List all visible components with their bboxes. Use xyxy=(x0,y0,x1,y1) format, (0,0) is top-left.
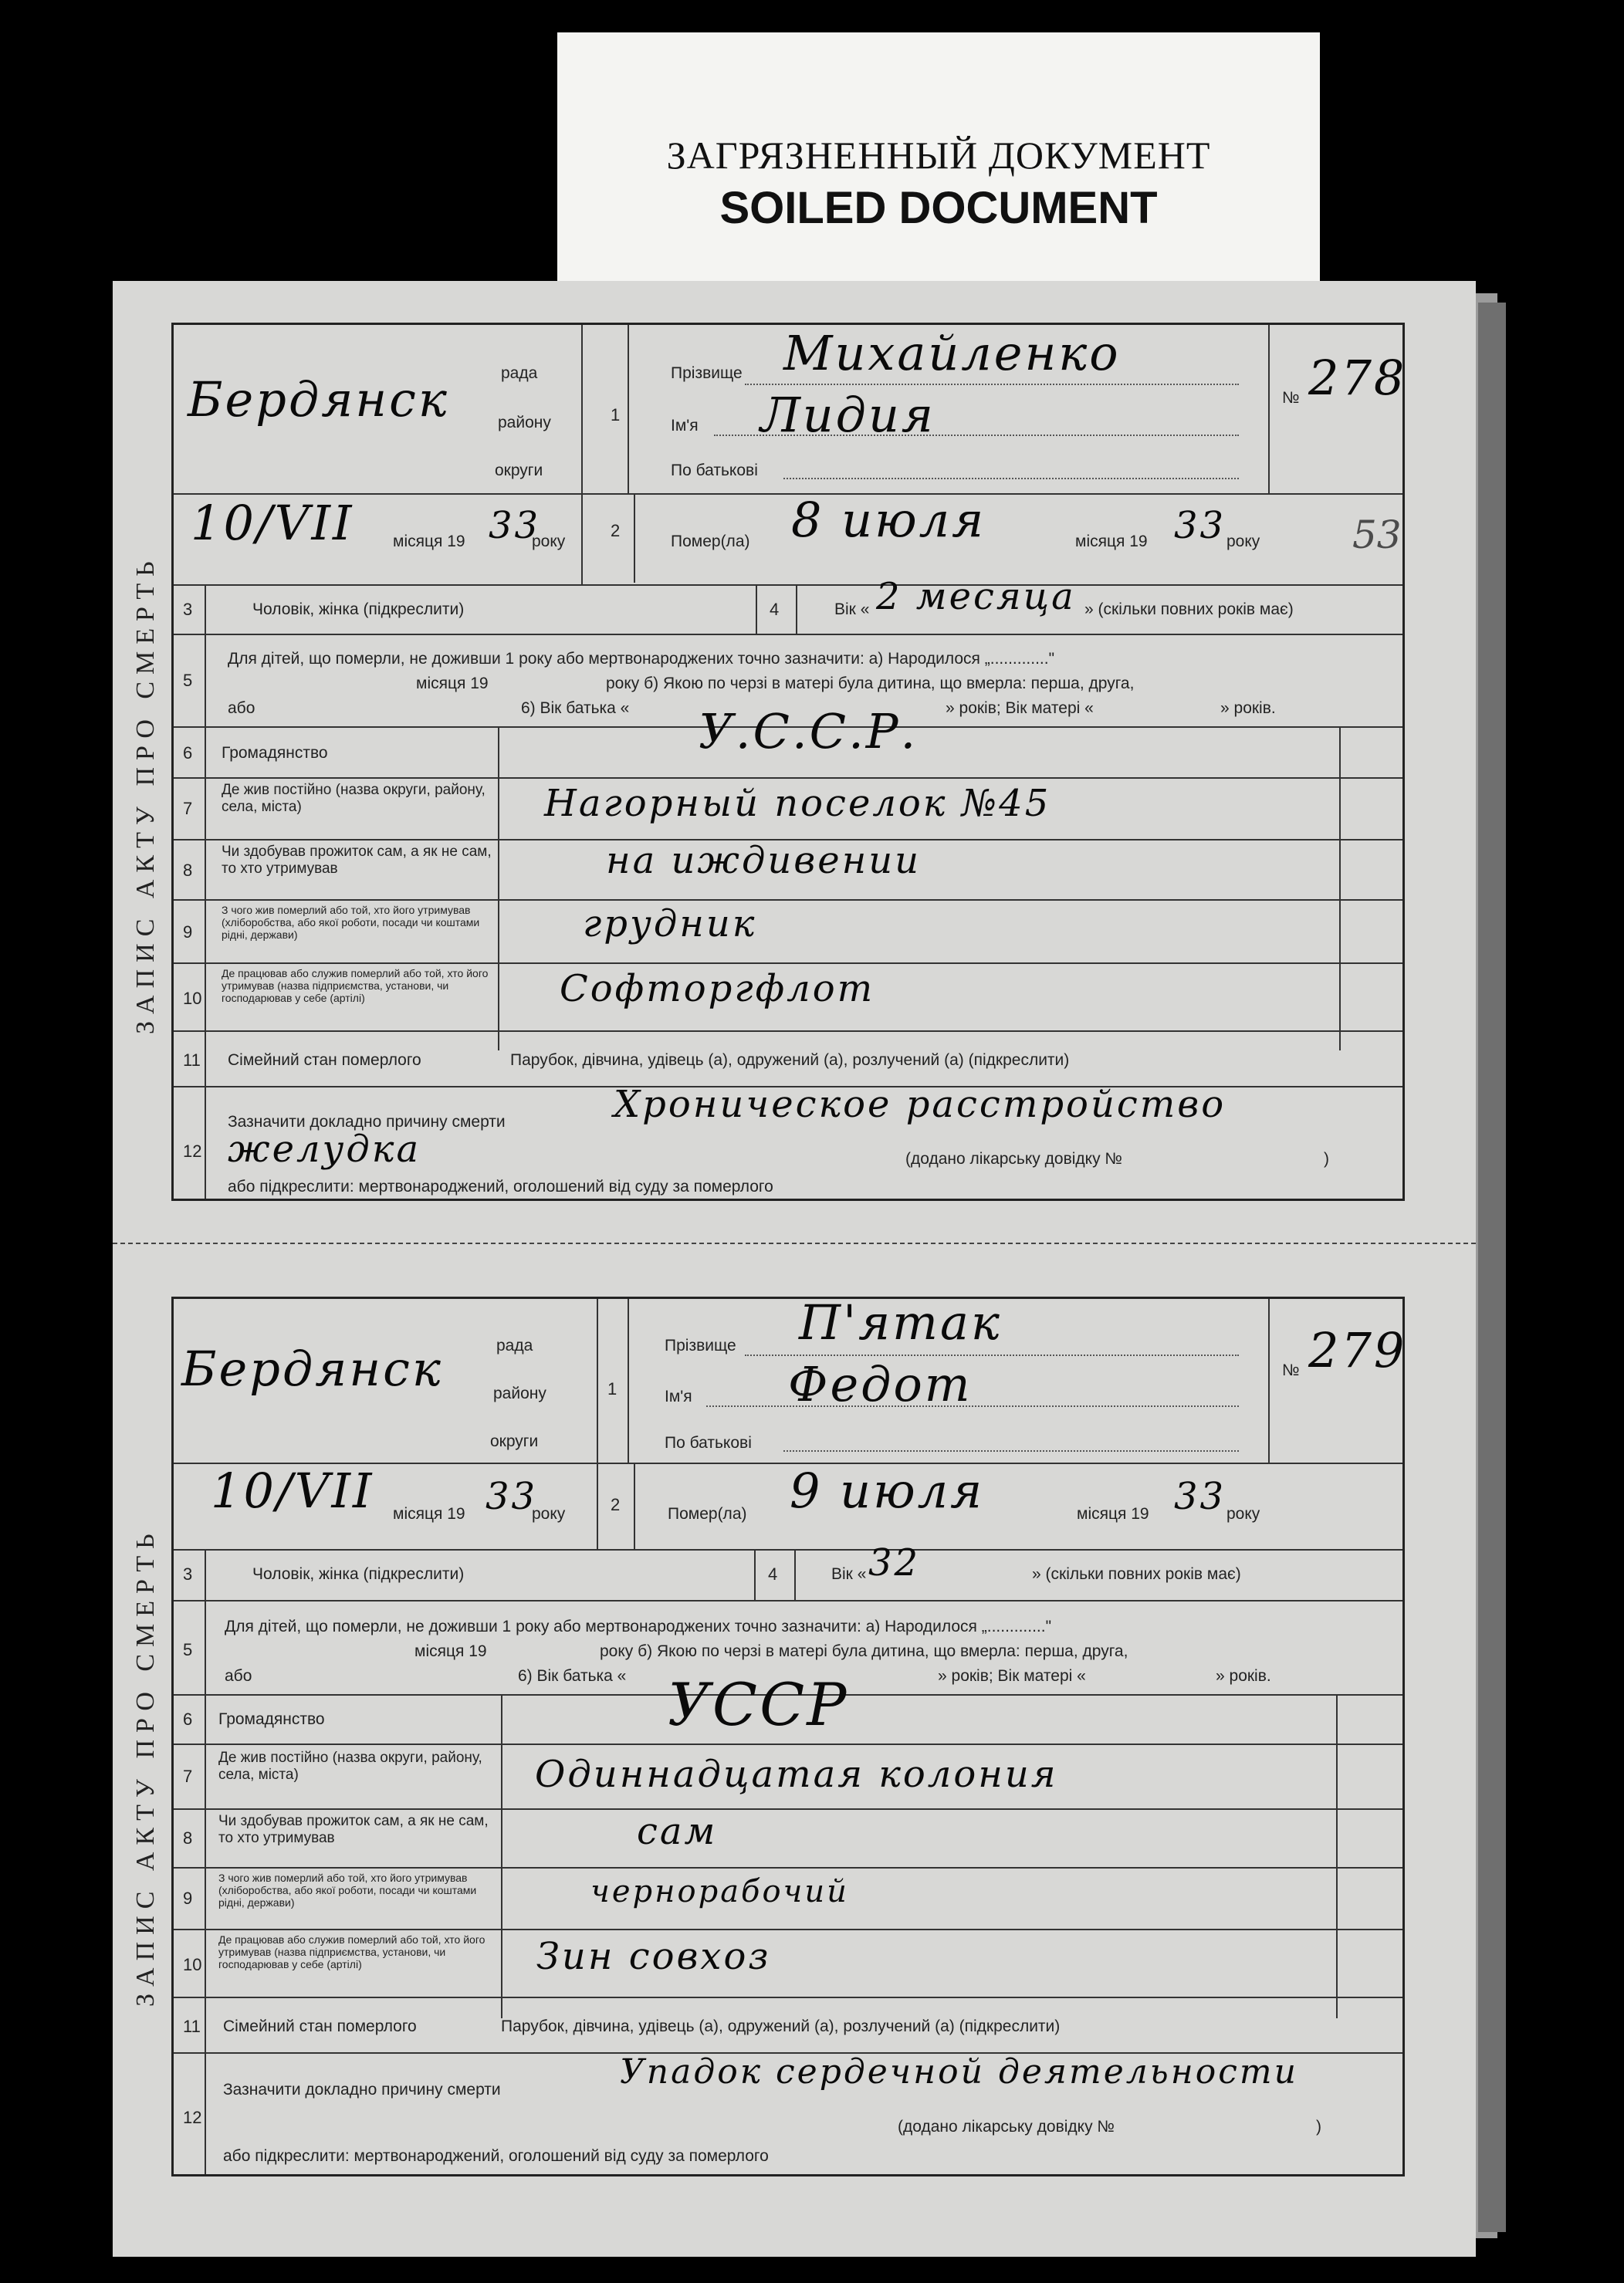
row-number-5: 5 xyxy=(183,1640,193,1659)
divider xyxy=(634,1463,635,1549)
divider xyxy=(1268,325,1270,493)
row-line xyxy=(174,1997,1402,1998)
fill-line xyxy=(783,1450,1239,1452)
row-number-1: 1 xyxy=(607,1379,617,1399)
fill-line xyxy=(706,1405,1239,1407)
divider xyxy=(597,1463,598,1549)
row-number-11: 11 xyxy=(183,2017,201,2036)
soiled-document-stamp xyxy=(557,32,1320,287)
label-abo: або підкреслити: мертвонароджений, оголошений від суду за померлого xyxy=(228,1178,773,1196)
children-line-3a: або xyxy=(225,1667,252,1685)
row-number-12: 12 xyxy=(183,2108,202,2127)
label-raionu: району xyxy=(493,1385,546,1402)
label-chy-zdobuvav: Чи здобував прожиток сам, а як не сам, то хто утримував xyxy=(218,1813,489,1846)
label-abo: або підкреслити: мертвонароджений, оголошений від суду за померлого xyxy=(223,2147,769,2165)
children-line-1: Для дітей, що померли, не доживши 1 року або мертвонароджених точно зазначити: а) Народилося „............." xyxy=(228,650,1055,668)
label-dodano: (додано лікарську довідку № xyxy=(905,1150,1122,1168)
rada-value: Бердянск xyxy=(188,371,449,428)
row-line xyxy=(174,1744,1402,1745)
label-simeinyi: Сімейний стан померлого xyxy=(223,2017,417,2035)
label-prizvyshche: Прізвище xyxy=(671,364,743,382)
paren-close: ) xyxy=(1316,2118,1321,2136)
cause-value: Упадок сердечной деятельности xyxy=(620,2052,1298,2092)
reg-year: 33 xyxy=(489,504,541,547)
label-roku: року xyxy=(532,533,566,550)
divider xyxy=(498,726,499,1050)
row-number-2: 2 xyxy=(611,521,621,540)
label-okrugy: округи xyxy=(490,1432,539,1450)
residence-value: Одиннадцатая колония xyxy=(535,1753,1058,1796)
side-title-top: ЗАПИС АКТУ ПРО СМЕРТЬ xyxy=(131,554,160,1034)
row-number-8: 8 xyxy=(183,861,193,880)
label-z-choho: З чого жив померлий або той, хто його утримував (хліборобства, або якої роботи, посади чи коштами рідні, держави) xyxy=(218,1872,477,1909)
row-line xyxy=(174,1808,1402,1810)
fill-line xyxy=(745,384,1239,385)
label-pomer: Помер(ла) xyxy=(668,1505,747,1523)
children-line-3c: » років; Вік матері « xyxy=(946,699,1094,717)
divider xyxy=(581,325,583,584)
death-record-2 xyxy=(171,1294,1407,2176)
label-pomer: Помер(ла) xyxy=(671,533,750,550)
label-rada: рада xyxy=(501,364,538,382)
label-z-choho: З чого жив померлий або той, хто його утримував (хліборобства, або якої роботи, посади чи коштами рідні, держави) xyxy=(222,904,480,942)
fill-line xyxy=(783,478,1239,479)
label-imia: Ім'я xyxy=(671,417,699,435)
workplace-value: Зин совхоз xyxy=(536,1935,771,1978)
row-number-3: 3 xyxy=(183,600,193,619)
reg-day-month: 10/VII xyxy=(211,1463,374,1519)
age-value: 2 месяца xyxy=(876,575,1076,618)
workplace-value: Софторгфлот xyxy=(560,967,875,1010)
reg-day-month: 10/VII xyxy=(191,495,354,551)
reg-year: 33 xyxy=(486,1475,538,1518)
label-vik-suffix: » (скільки повних років має) xyxy=(1032,1565,1241,1583)
name-value: Федот xyxy=(788,1356,973,1412)
residence-value: Нагорный поселок №45 xyxy=(544,782,1051,825)
citizenship-value: УССР xyxy=(668,1670,849,1739)
label-po-batkovi: По батькові xyxy=(665,1434,752,1452)
children-line-3c: » років; Вік матері « xyxy=(938,1667,1086,1685)
row-number-1: 1 xyxy=(611,405,621,424)
divider xyxy=(628,1299,629,1463)
record-number: 279 xyxy=(1308,1322,1407,1378)
row-number-10: 10 xyxy=(183,1955,202,1974)
citizenship-value: У.С.С.Р. xyxy=(699,703,919,759)
label-po-batkovi: По батькові xyxy=(671,462,758,479)
row-number-4: 4 xyxy=(770,600,780,619)
label-de-zhyv: Де жив постійно (назва округи, району, села, міста) xyxy=(218,1750,482,1783)
fill-line xyxy=(745,1355,1239,1356)
row-number-5: 5 xyxy=(183,671,193,690)
cause-value-2: желудка xyxy=(228,1128,421,1171)
paren-close: ) xyxy=(1324,1150,1329,1168)
children-line-3b: 6) Вік батька « xyxy=(521,699,630,717)
label-roku-2: року xyxy=(1226,1505,1260,1523)
row-line xyxy=(174,899,1402,901)
children-line-3b: 6) Вік батька « xyxy=(518,1667,627,1685)
fill-line xyxy=(714,435,1239,436)
divider xyxy=(501,1694,502,2018)
surname-value: Михайленко xyxy=(783,325,1121,381)
children-line-3d: » років. xyxy=(1220,699,1276,717)
margin-note: 53 xyxy=(1352,512,1402,557)
livelihood-value: на иждивении xyxy=(606,839,922,882)
row-line xyxy=(174,584,1402,586)
label-prychyna: Зазначити докладно причину смерти xyxy=(223,2081,501,2099)
row-number-6: 6 xyxy=(183,1710,193,1729)
divider xyxy=(796,584,797,634)
stamp-english: SOILED DOCUMENT xyxy=(719,183,1158,233)
death-record-1 xyxy=(171,323,1405,1201)
label-roku-2: року xyxy=(1226,533,1260,550)
died-date: 8 июля xyxy=(791,492,986,548)
died-date: 9 июля xyxy=(790,1463,985,1519)
row-number-8: 8 xyxy=(183,1828,193,1848)
children-line-3d: » років. xyxy=(1216,1667,1271,1685)
label-misiatsia-2: місяця 19 xyxy=(1075,533,1148,550)
row-number-12: 12 xyxy=(183,1142,202,1161)
divider xyxy=(205,584,206,1199)
row-number-3: 3 xyxy=(183,1564,193,1584)
label-vik: Вік « xyxy=(834,600,870,618)
children-line-2: місяця 19 xyxy=(416,675,489,692)
row-number-9: 9 xyxy=(183,1889,193,1908)
row-line xyxy=(174,493,1402,495)
divider xyxy=(597,1299,598,1463)
divider xyxy=(1268,1299,1270,1463)
row-number-9: 9 xyxy=(183,922,193,942)
row-number-6: 6 xyxy=(183,743,193,763)
label-simeinyi-opts: Парубок, дівчина, удівець (а), одружений (а), розлучений (а) (підкреслити) xyxy=(501,2017,1061,2035)
stamp-russian: ЗАГРЯЗНЕННЫЙ ДОКУМЕНТ xyxy=(666,134,1211,177)
divider xyxy=(754,1549,756,1600)
divider xyxy=(1339,726,1341,1050)
row-line xyxy=(174,634,1402,635)
label-de-pratsiuvav: Де працював або служив померлий або той, хто його утримував (назва підприємства, установи, чи господарював у себе (артілі) xyxy=(218,1933,486,1971)
side-title-bottom: ЗАПИС АКТУ ПРО СМЕРТЬ xyxy=(131,1527,160,2007)
row-line xyxy=(174,1549,1402,1551)
divider xyxy=(1336,1694,1338,2018)
row-number-11: 11 xyxy=(183,1050,201,1070)
divider xyxy=(756,584,757,634)
row-line xyxy=(174,1030,1402,1032)
income-source-value: чернорабочий xyxy=(590,1874,849,1909)
label-stat: Чоловік, жінка (підкреслити) xyxy=(252,600,465,618)
record-number: 278 xyxy=(1308,350,1407,406)
label-chy-zdobuvav: Чи здобував прожиток сам, а як не сам, то хто утримував xyxy=(222,844,492,877)
label-okrugy: округи xyxy=(495,462,543,479)
surname-value: П'ятак xyxy=(799,1294,1002,1351)
livelihood-value: сам xyxy=(637,1810,718,1853)
label-de-zhyv: Де жив постійно (назва округи, району, села, міста) xyxy=(222,782,486,815)
label-hromadianstvo: Громадянство xyxy=(218,1710,325,1728)
label-prychyna: Зазначити докладно причину смерти xyxy=(228,1113,506,1131)
label-raionu: району xyxy=(498,414,551,431)
row-line xyxy=(174,1867,1402,1869)
row-number-7: 7 xyxy=(183,799,193,818)
label-vik: Вік « xyxy=(831,1565,867,1583)
income-source-value: грудник xyxy=(583,902,757,945)
label-misiatsia: місяця 19 xyxy=(393,533,465,550)
label-hromadianstvo: Громадянство xyxy=(222,744,328,762)
label-misiatsia: місяця 19 xyxy=(393,1505,465,1523)
divider xyxy=(794,1549,796,1600)
died-year: 33 xyxy=(1174,504,1226,547)
perforation-line xyxy=(113,1243,1476,1244)
row-number-4: 4 xyxy=(768,1564,778,1584)
children-line-2b: року б) Якою по черзі в матері була дитина, що вмерла: перша, друга, xyxy=(606,675,1135,692)
children-line-2: місяця 19 xyxy=(414,1642,487,1660)
label-vik-suffix: » (скільки повних років має) xyxy=(1084,600,1294,618)
label-simeinyi-opts: Парубок, дівчина, удівець (а), одружений (а), розлучений (а) (підкреслити) xyxy=(510,1051,1070,1069)
label-imia: Ім'я xyxy=(665,1388,692,1405)
label-roku: року xyxy=(532,1505,566,1523)
divider xyxy=(634,493,635,583)
label-number: № xyxy=(1282,389,1300,407)
divider xyxy=(628,325,629,493)
row-line xyxy=(174,777,1402,779)
row-number-7: 7 xyxy=(183,1767,193,1786)
row-line xyxy=(174,1929,1402,1930)
label-stat: Чоловік, жінка (підкреслити) xyxy=(252,1565,465,1583)
label-dodano: (додано лікарську довідку № xyxy=(898,2118,1115,2136)
children-line-1: Для дітей, що померли, не доживши 1 року або мертвонароджених точно зазначити: а) Народилося „............." xyxy=(225,1618,1052,1635)
rada-value: Бердянск xyxy=(181,1341,443,1397)
label-rada: рада xyxy=(496,1337,533,1355)
row-number-10: 10 xyxy=(183,989,202,1008)
label-misiatsia-2: місяця 19 xyxy=(1077,1505,1149,1523)
label-simeinyi: Сімейний стан померлого xyxy=(228,1051,421,1069)
row-line xyxy=(174,1600,1402,1601)
died-year: 33 xyxy=(1174,1475,1226,1518)
label-de-pratsiuvav: Де працював або служив померлий або той, хто його утримував (назва підприємства, установи, чи господарював у себе (артілі) xyxy=(222,967,489,1005)
label-prizvyshche: Прізвище xyxy=(665,1337,736,1355)
row-number-2: 2 xyxy=(611,1495,621,1514)
age-value: 32 xyxy=(868,1541,921,1585)
row-line xyxy=(174,962,1402,964)
cause-value: Хроническое расстройство xyxy=(614,1083,1226,1126)
divider xyxy=(205,1549,206,2174)
children-line-3a: або xyxy=(228,699,255,717)
children-line-2b: року б) Якою по черзі в матері була дитина, що вмерла: перша, друга, xyxy=(600,1642,1128,1660)
label-number: № xyxy=(1282,1361,1300,1379)
page-stack-edge-inner xyxy=(1478,303,1506,2232)
name-value: Лидия xyxy=(760,387,935,443)
